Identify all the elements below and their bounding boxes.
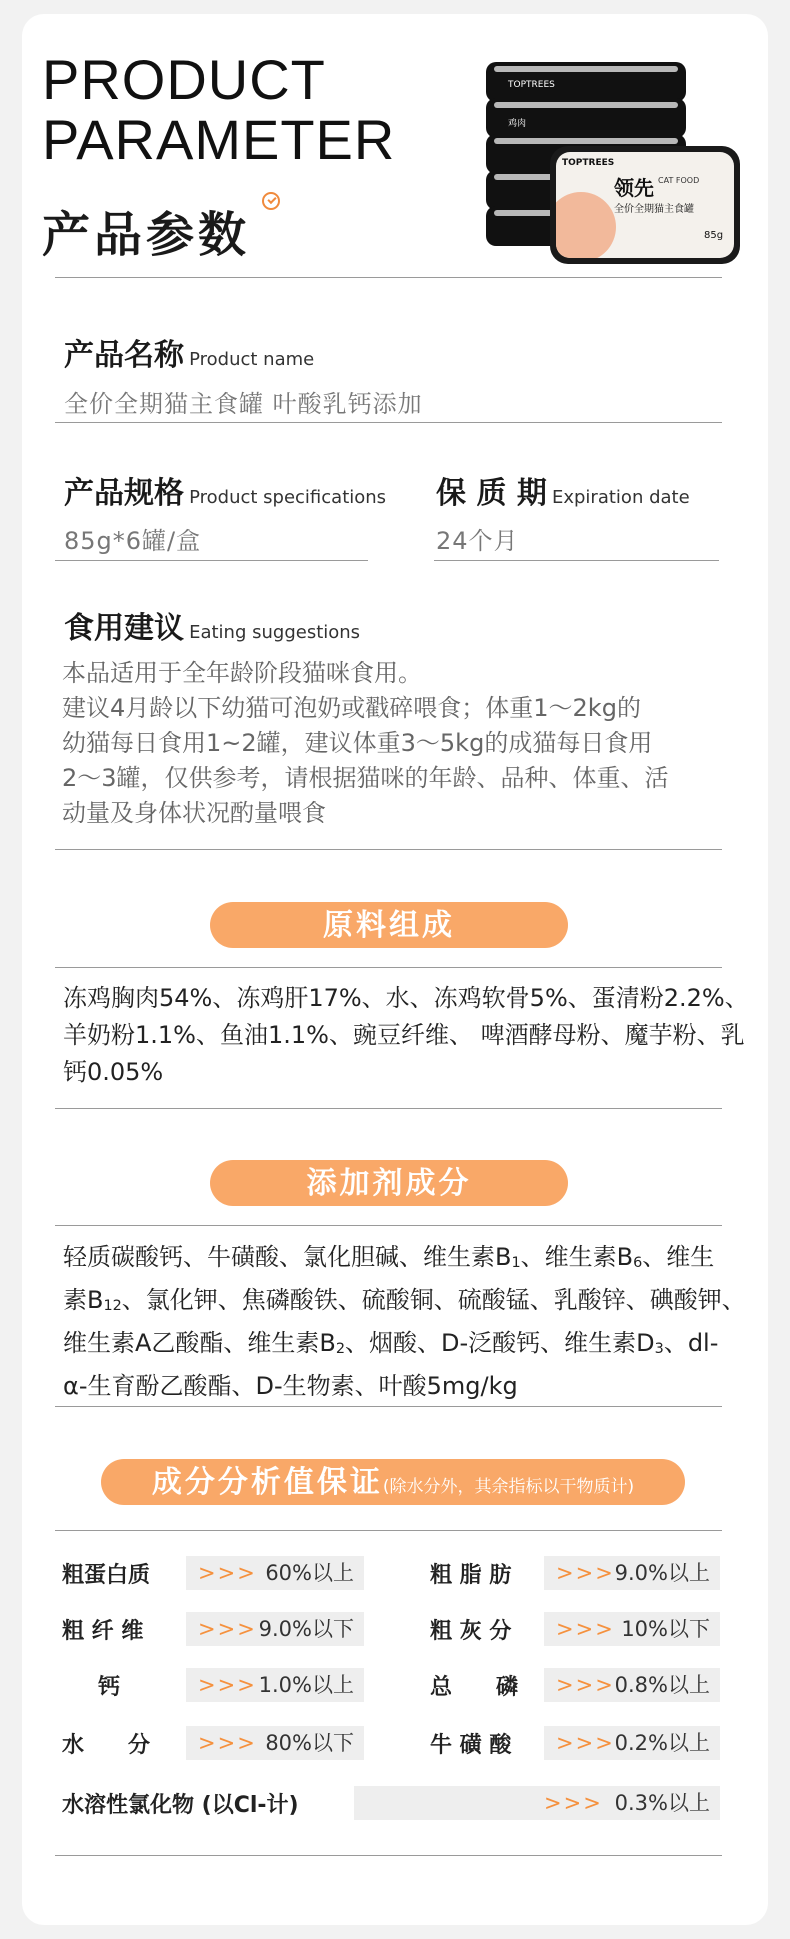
analysis-label: 粗蛋白质: [62, 1563, 151, 1588]
eating-line: 建议4月龄以下幼猫可泡奶或戳碎喂食；体重1～2kg的: [62, 694, 641, 722]
text-segment: 、维生: [642, 1243, 715, 1271]
ingredients-text: [63, 980, 753, 1091]
front-can-brand: TOPTREES: [562, 158, 615, 168]
analysis-pill: [101, 1459, 685, 1505]
divider: [434, 560, 719, 561]
check-circle-icon: [262, 192, 280, 210]
analysis-value: 0.2%以上: [614, 1731, 710, 1755]
analysis-value-box: [544, 1668, 720, 1702]
additives-line: [63, 1325, 753, 1368]
analysis-value: 0.3%以上: [614, 1791, 710, 1815]
page-title-cn: 产品参数: [42, 207, 251, 263]
eating-line: 幼猫每日食用1~2罐，建议体重3～5kg的成猫每日食用: [62, 729, 653, 757]
text-segment: 、氯化钾、焦磷酸铁、硫酸铜、硫酸锰、乳酸锌、碘酸钾、: [121, 1286, 746, 1314]
analysis-value: 60%以上: [265, 1561, 354, 1585]
ingredients-pill: 原料组成: [210, 902, 568, 948]
ingredients-line: 钙0.05%: [63, 1058, 164, 1086]
title-line-1: PRODUCT: [42, 48, 326, 111]
eating-heading: [64, 603, 360, 647]
spec-value: 85g*6罐/盒: [64, 527, 202, 555]
expiry-value: 24个月: [436, 527, 519, 555]
eating-line: 动量及身体状况酌量喂食: [62, 799, 326, 827]
front-can-weight: 85g: [704, 230, 724, 241]
divider: [55, 849, 722, 850]
analysis-value-box: [186, 1668, 364, 1702]
subscript: 3: [654, 1341, 664, 1357]
analysis-label: 粗 纤 维: [62, 1619, 144, 1644]
analysis-value-box: [354, 1786, 720, 1820]
expiry-heading: [436, 468, 690, 512]
divider: [55, 422, 722, 423]
title-line-2: PARAMETER: [42, 108, 396, 171]
eating-label-cn: 食用建议: [64, 611, 184, 646]
eating-paragraph: [62, 656, 742, 831]
can-flavor-label: 鸡肉: [508, 119, 527, 129]
analysis-value: 1.0%以上: [258, 1673, 354, 1697]
text-segment: 、维生素B: [520, 1243, 634, 1271]
front-can-title: 全价全期猫主食罐: [614, 204, 694, 215]
divider: [55, 1530, 722, 1531]
ingredients-line: 羊奶粉1.1%、鱼油1.1%、豌豆纤维、 啤酒酵母粉、魔芋粉、乳: [63, 1021, 745, 1049]
analysis-value-box: [544, 1726, 720, 1760]
text-segment: 轻质碳酸钙、牛磺酸、氯化胆碱、维生素B: [63, 1243, 512, 1271]
arrows-icon: >>>: [556, 1617, 615, 1641]
subscript: 2: [335, 1341, 346, 1357]
front-can: [550, 146, 740, 264]
analysis-label: 粗 脂 肪: [430, 1563, 512, 1588]
divider: [55, 1406, 722, 1407]
spec-label-cn: 产品规格: [64, 476, 184, 511]
product-image: [478, 62, 748, 282]
analysis-value: 9.0%以下: [258, 1617, 354, 1641]
divider: [55, 1855, 722, 1856]
ingredients-line: 冻鸡胸肉54%、冻鸡肝17%、水、冻鸡软骨5%、蛋清粉2.2%、: [63, 984, 749, 1012]
arrows-icon: >>>: [556, 1561, 615, 1585]
eating-label-en: Eating suggestions: [189, 622, 361, 643]
text-segment: 素B: [63, 1286, 104, 1314]
analysis-value-box: [544, 1612, 720, 1646]
divider: [55, 1108, 722, 1109]
analysis-label: 总 磷: [430, 1675, 519, 1700]
spec-label-en: Product specifications: [189, 487, 387, 508]
additives-line: α-生育酚乙酸酯、D-生物素、叶酸5mg/kg: [63, 1372, 518, 1400]
arrows-icon: >>>: [556, 1673, 615, 1697]
divider: [55, 560, 368, 561]
arrows-icon: >>>: [198, 1617, 257, 1641]
analysis-value-box: [186, 1556, 364, 1590]
additives-text: [63, 1239, 753, 1405]
subscript: 6: [633, 1255, 643, 1271]
subscript: 1: [511, 1255, 521, 1271]
analysis-value: 80%以下: [265, 1731, 354, 1755]
name-label-cn: 产品名称: [64, 338, 184, 373]
arrows-icon: >>>: [198, 1731, 257, 1755]
spec-heading: [64, 468, 386, 512]
analysis-value-box: [186, 1726, 364, 1760]
analysis-value: 9.0%以上: [614, 1561, 710, 1585]
analysis-label: 牛 磺 酸: [430, 1733, 512, 1758]
text-segment: 维生素A乙酸酯、维生素B: [63, 1329, 336, 1357]
can-2: [486, 98, 686, 138]
analysis-note: (除水分外，其余指标以干物质计): [382, 1477, 635, 1497]
text-segment: 、dl-: [663, 1329, 719, 1357]
analysis-label: 钙: [98, 1675, 121, 1700]
text-segment: 、烟酸、D-泛酸钙、维生素D: [345, 1329, 655, 1357]
divider: [55, 1225, 722, 1226]
can-brand-label: TOPTREES: [508, 80, 555, 90]
analysis-value-box: [186, 1612, 364, 1646]
divider: [55, 277, 722, 278]
eating-line: 本品适用于全年龄阶段猫咪食用。: [62, 659, 422, 687]
expiry-label-en: Expiration date: [551, 487, 690, 508]
front-can-brand-cn: 领先: [614, 176, 654, 200]
name-heading: [64, 330, 314, 374]
arrows-icon: >>>: [198, 1561, 257, 1585]
analysis-label: 粗 灰 分: [430, 1619, 512, 1644]
name-label-en: Product name: [189, 349, 315, 370]
additives-line: [63, 1282, 753, 1325]
additives-line: [63, 1239, 753, 1282]
divider: [55, 967, 722, 968]
page-title-en: [42, 50, 395, 170]
name-value: 全价全期猫主食罐 叶酸乳钙添加: [64, 390, 423, 418]
analysis-label: 水溶性氯化物 (以Cl-计): [62, 1793, 299, 1818]
arrows-icon: >>>: [198, 1673, 257, 1697]
analysis-title: 成分分析值保证: [151, 1465, 383, 1500]
expiry-label-cn: 保 质 期: [436, 476, 547, 511]
analysis-value: 0.8%以上: [614, 1673, 710, 1697]
front-can-subtitle: CAT FOOD: [658, 176, 700, 185]
subscript: 12: [103, 1298, 122, 1314]
analysis-label: 水 分: [62, 1733, 151, 1758]
arrows-icon: >>>: [544, 1791, 603, 1815]
analysis-value-box: [544, 1556, 720, 1590]
eating-line: 2～3罐，仅供参考，请根据猫咪的年龄、品种、体重、活: [62, 764, 669, 792]
arrows-icon: >>>: [556, 1731, 615, 1755]
analysis-value: 10%以下: [621, 1617, 710, 1641]
can-1: [486, 62, 686, 102]
additives-pill: 添加剂成分: [210, 1160, 568, 1206]
